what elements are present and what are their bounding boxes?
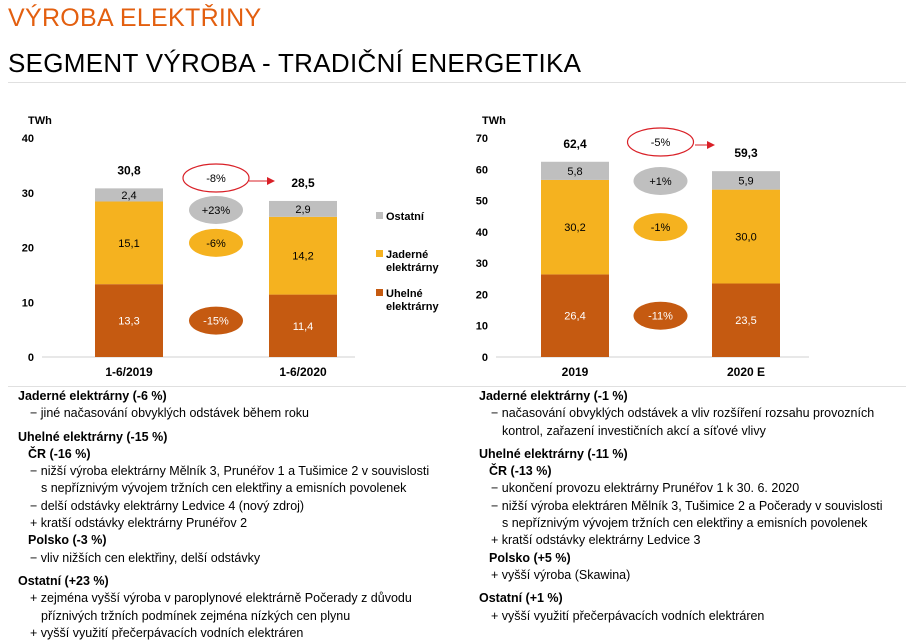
legend-label-cont: elektrárny — [386, 301, 439, 313]
notes-full-year — [479, 388, 909, 625]
data-label: 2,9 — [295, 203, 311, 216]
x-tick-label: 2020 E — [726, 365, 766, 379]
note-item-cont: s nepříznivým vývojem tržních cen elektřiny a emisních povolenek — [502, 516, 868, 531]
data-label: 11,4 — [292, 320, 314, 333]
note-heading: Uhelné elektrárny (-15 %) — [18, 429, 168, 444]
y-tick-label: 20 — [475, 289, 488, 302]
legend-label: Jaderné — [386, 249, 429, 261]
note-item: − nižší výroba elektrárny Mělník 3, Prunéřov 1 a Tušimice 2 v souvislosti — [30, 464, 430, 479]
note-item: + zejména vyšší výroba v paroplynové elektrárně Počerady z důvodu — [30, 591, 412, 606]
total-label: 30,8 — [117, 163, 141, 178]
note-item: − ukončení provozu elektrárny Prunéřov 1 k 30. 6. 2020 — [491, 481, 800, 496]
x-tick-label: 1-6/2019 — [105, 365, 153, 379]
title-divider — [8, 82, 906, 83]
change-label: +1% — [649, 176, 672, 188]
note-item: + vyšší využití přečerpávacích vodních elektráren — [491, 608, 765, 623]
note-item: + vyšší výroba (Skawina) — [491, 567, 631, 582]
note-subheading: ČR (-16 %) — [28, 446, 91, 461]
y-tick-label: 30 — [475, 258, 488, 271]
note-heading: Ostatní (+1 %) — [479, 591, 563, 606]
data-label: 13,3 — [118, 315, 140, 328]
data-label: 14,2 — [292, 250, 314, 263]
note-item: − delší odstávky elektrárny Ledvice 4 (nový zdroj) — [30, 498, 305, 513]
note-item-cont: s nepříznivým vývojem tržních cen elektřiny a emisních povolenek — [41, 481, 407, 496]
note-heading: Jaderné elektrárny (-1 %) — [479, 389, 628, 403]
data-label: 23,5 — [735, 315, 757, 328]
y-tick-label: 60 — [475, 164, 488, 177]
data-label: 5,8 — [567, 165, 583, 178]
data-label: 26,4 — [564, 310, 586, 323]
chart-half-year — [0, 90, 460, 390]
legend-label: Ostatní — [386, 211, 424, 223]
page-title: SEGMENT VÝROBA - TRADIČNÍ ENERGETIKA — [8, 48, 582, 78]
y-tick-label: 40 — [475, 226, 488, 239]
change-label: -15% — [203, 315, 229, 328]
section-title: VÝROBA ELEKTŘINY — [8, 4, 262, 32]
note-subheading: ČR (-13 %) — [489, 464, 552, 479]
note-heading: Ostatní (+23 %) — [18, 573, 109, 588]
y-tick-label: 0 — [481, 352, 488, 364]
total-label: 59,3 — [734, 146, 758, 161]
legend-label-cont: elektrárny — [386, 262, 439, 274]
total-change-label: -5% — [650, 137, 671, 149]
chart-full-year — [454, 90, 914, 390]
y-axis-unit: TWh — [482, 115, 506, 127]
y-tick-label: 0 — [27, 352, 34, 364]
y-tick-label: 20 — [21, 242, 34, 255]
x-tick-label: 2019 — [561, 365, 589, 379]
data-label: 5,9 — [738, 175, 754, 188]
change-label: -11% — [648, 310, 673, 323]
note-item: − nižší výroba elektráren Mělník 3, Tušimice 2 a Počerady v souvislosti — [491, 498, 883, 513]
notes-half-year — [18, 388, 458, 642]
y-tick-label: 70 — [475, 133, 488, 145]
note-item: − jiné načasování obvyklých odstávek během roku — [30, 406, 309, 421]
note-item-cont: kontrol, zařazení investičních akcí a síťové vlivy — [502, 423, 766, 438]
legend-label: Uhelné — [386, 288, 423, 300]
note-item-cont: příznivých tržních podmínek zejména nízkých cen plynu — [41, 608, 351, 623]
note-heading: Uhelné elektrárny (-11 %) — [479, 446, 628, 461]
total-label: 62,4 — [563, 136, 587, 151]
y-tick-label: 30 — [21, 187, 34, 200]
change-label: -1% — [650, 222, 671, 235]
note-item: + vyšší využití přečerpávacích vodních elektráren — [30, 625, 304, 640]
x-tick-label: 1-6/2020 — [279, 365, 327, 379]
y-tick-label: 50 — [475, 195, 488, 208]
note-subheading: Polsko (+5 %) — [489, 550, 571, 565]
legend-swatch — [376, 212, 383, 219]
data-label: 30,2 — [564, 222, 586, 235]
note-item: − načasování obvyklých odstávek a vliv rozšíření rozsahu provozních — [491, 406, 875, 421]
total-change-label: -8% — [206, 173, 226, 185]
y-tick-label: 10 — [21, 297, 34, 310]
y-tick-label: 40 — [21, 133, 34, 145]
y-axis-unit: TWh — [28, 115, 52, 127]
note-item: − vliv nižších cen elektřiny, delší odstávky — [30, 550, 261, 565]
note-item: + kratší odstávky elektrárny Ledvice 3 — [491, 533, 701, 548]
change-label: -6% — [206, 237, 226, 250]
y-tick-label: 10 — [475, 320, 488, 333]
legend-swatch — [376, 250, 383, 257]
total-label: 28,5 — [291, 175, 315, 190]
legend-swatch — [376, 289, 383, 296]
note-subheading: Polsko (-3 %) — [28, 533, 107, 548]
data-label: 30,0 — [735, 231, 757, 244]
data-label: 15,1 — [118, 237, 140, 250]
note-heading: Jaderné elektrárny (-6 %) — [18, 389, 167, 403]
note-item: + kratší odstávky elektrárny Prunéřov 2 — [30, 516, 248, 531]
change-label: +23% — [201, 205, 231, 217]
data-label: 2,4 — [121, 189, 137, 202]
